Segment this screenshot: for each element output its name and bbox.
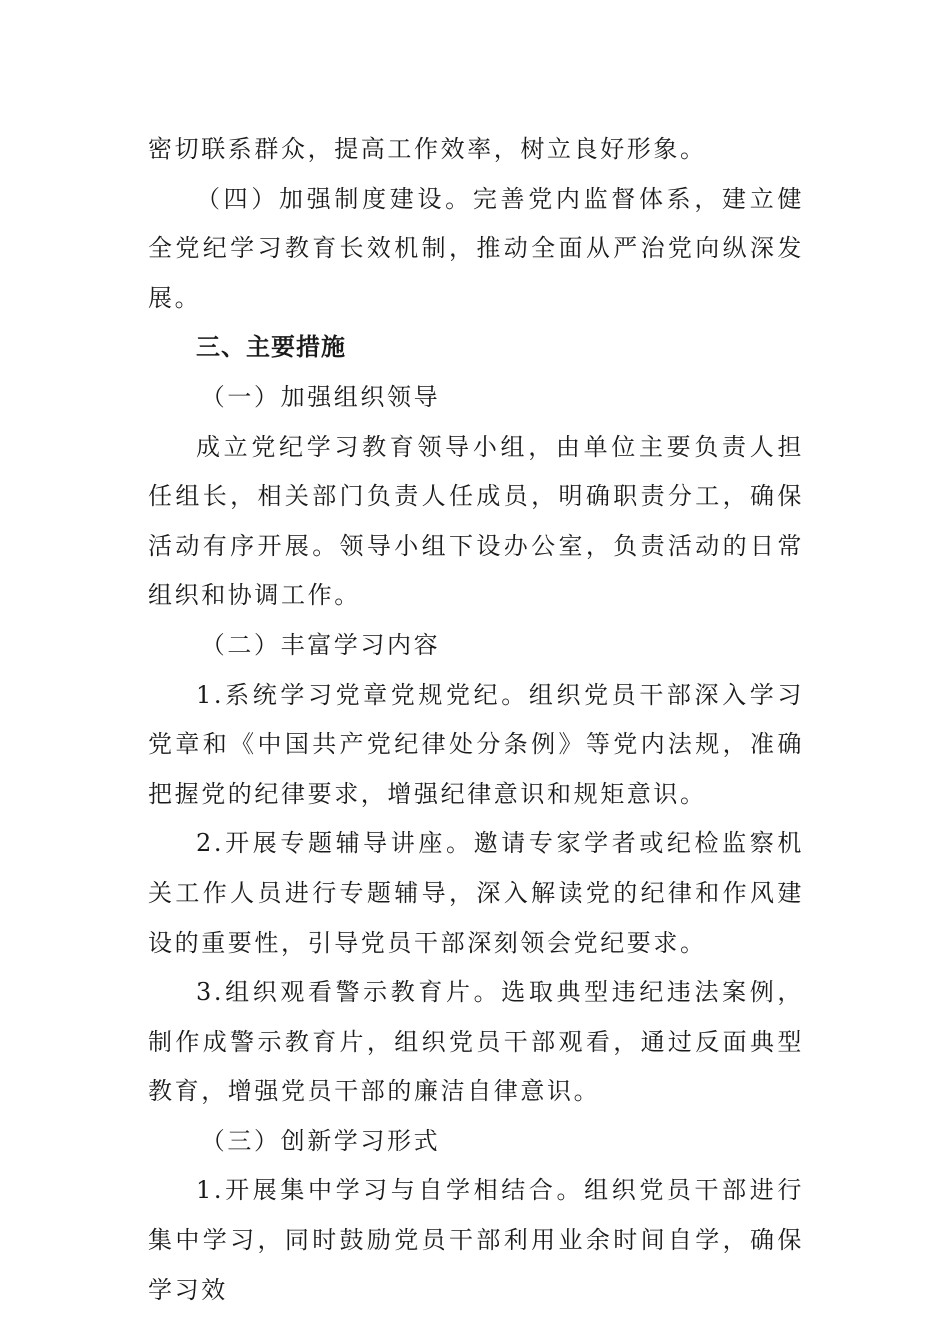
subheading-organization-leadership: （一）加强组织领导: [200, 382, 441, 411]
paragraph-strengthen-system: （四）加强制度建设。完善党内监督体系，建立健全党纪学习教育长效机制，推动全面从严治党向纵深发展。: [148, 184, 804, 312]
section-heading-main-measures: 三、主要措施: [196, 333, 346, 362]
paragraph-continuation: 密切联系群众，提高工作效率，树立良好形象。: [148, 135, 707, 163]
paragraph-centralized-and-self-study: 1.开展集中学习与自学相结合。组织党员干部进行集中学习，同时鼓励党员干部利用业余时间自学，确保学习效: [148, 1176, 804, 1304]
paragraph-lectures: 2.开展专题辅导讲座。邀请专家学者或纪检监察机关工作人员进行专题辅导，深入解读党的纪律和作风建设的重要性，引导党员干部深刻领会党纪要求。: [148, 829, 804, 957]
document-body: [148, 125, 804, 1315]
subheading-learning-content: （二）丰富学习内容: [200, 630, 441, 659]
paragraph-leadership-group: 成立党纪学习教育领导小组，由单位主要负责人担任组长，相关部门负责人任成员，明确职责分工，确保活动有序开展。领导小组下设办公室，负责活动的日常组织和协调工作。: [148, 432, 804, 610]
subheading-learning-forms: （三）创新学习形式: [200, 1126, 441, 1155]
paragraph-warning-films: 3.组织观看警示教育片。选取典型违纪违法案例，制作成警示教育片，组织党员干部观看，通过反面典型教育，增强党员干部的廉洁自律意识。: [148, 978, 804, 1106]
paragraph-study-party-rules: 1.系统学习党章党规党纪。组织党员干部深入学习党章和《中国共产党纪律处分条例》等党内法规，准确把握党的纪律要求，增强纪律意识和规矩意识。: [148, 680, 804, 808]
